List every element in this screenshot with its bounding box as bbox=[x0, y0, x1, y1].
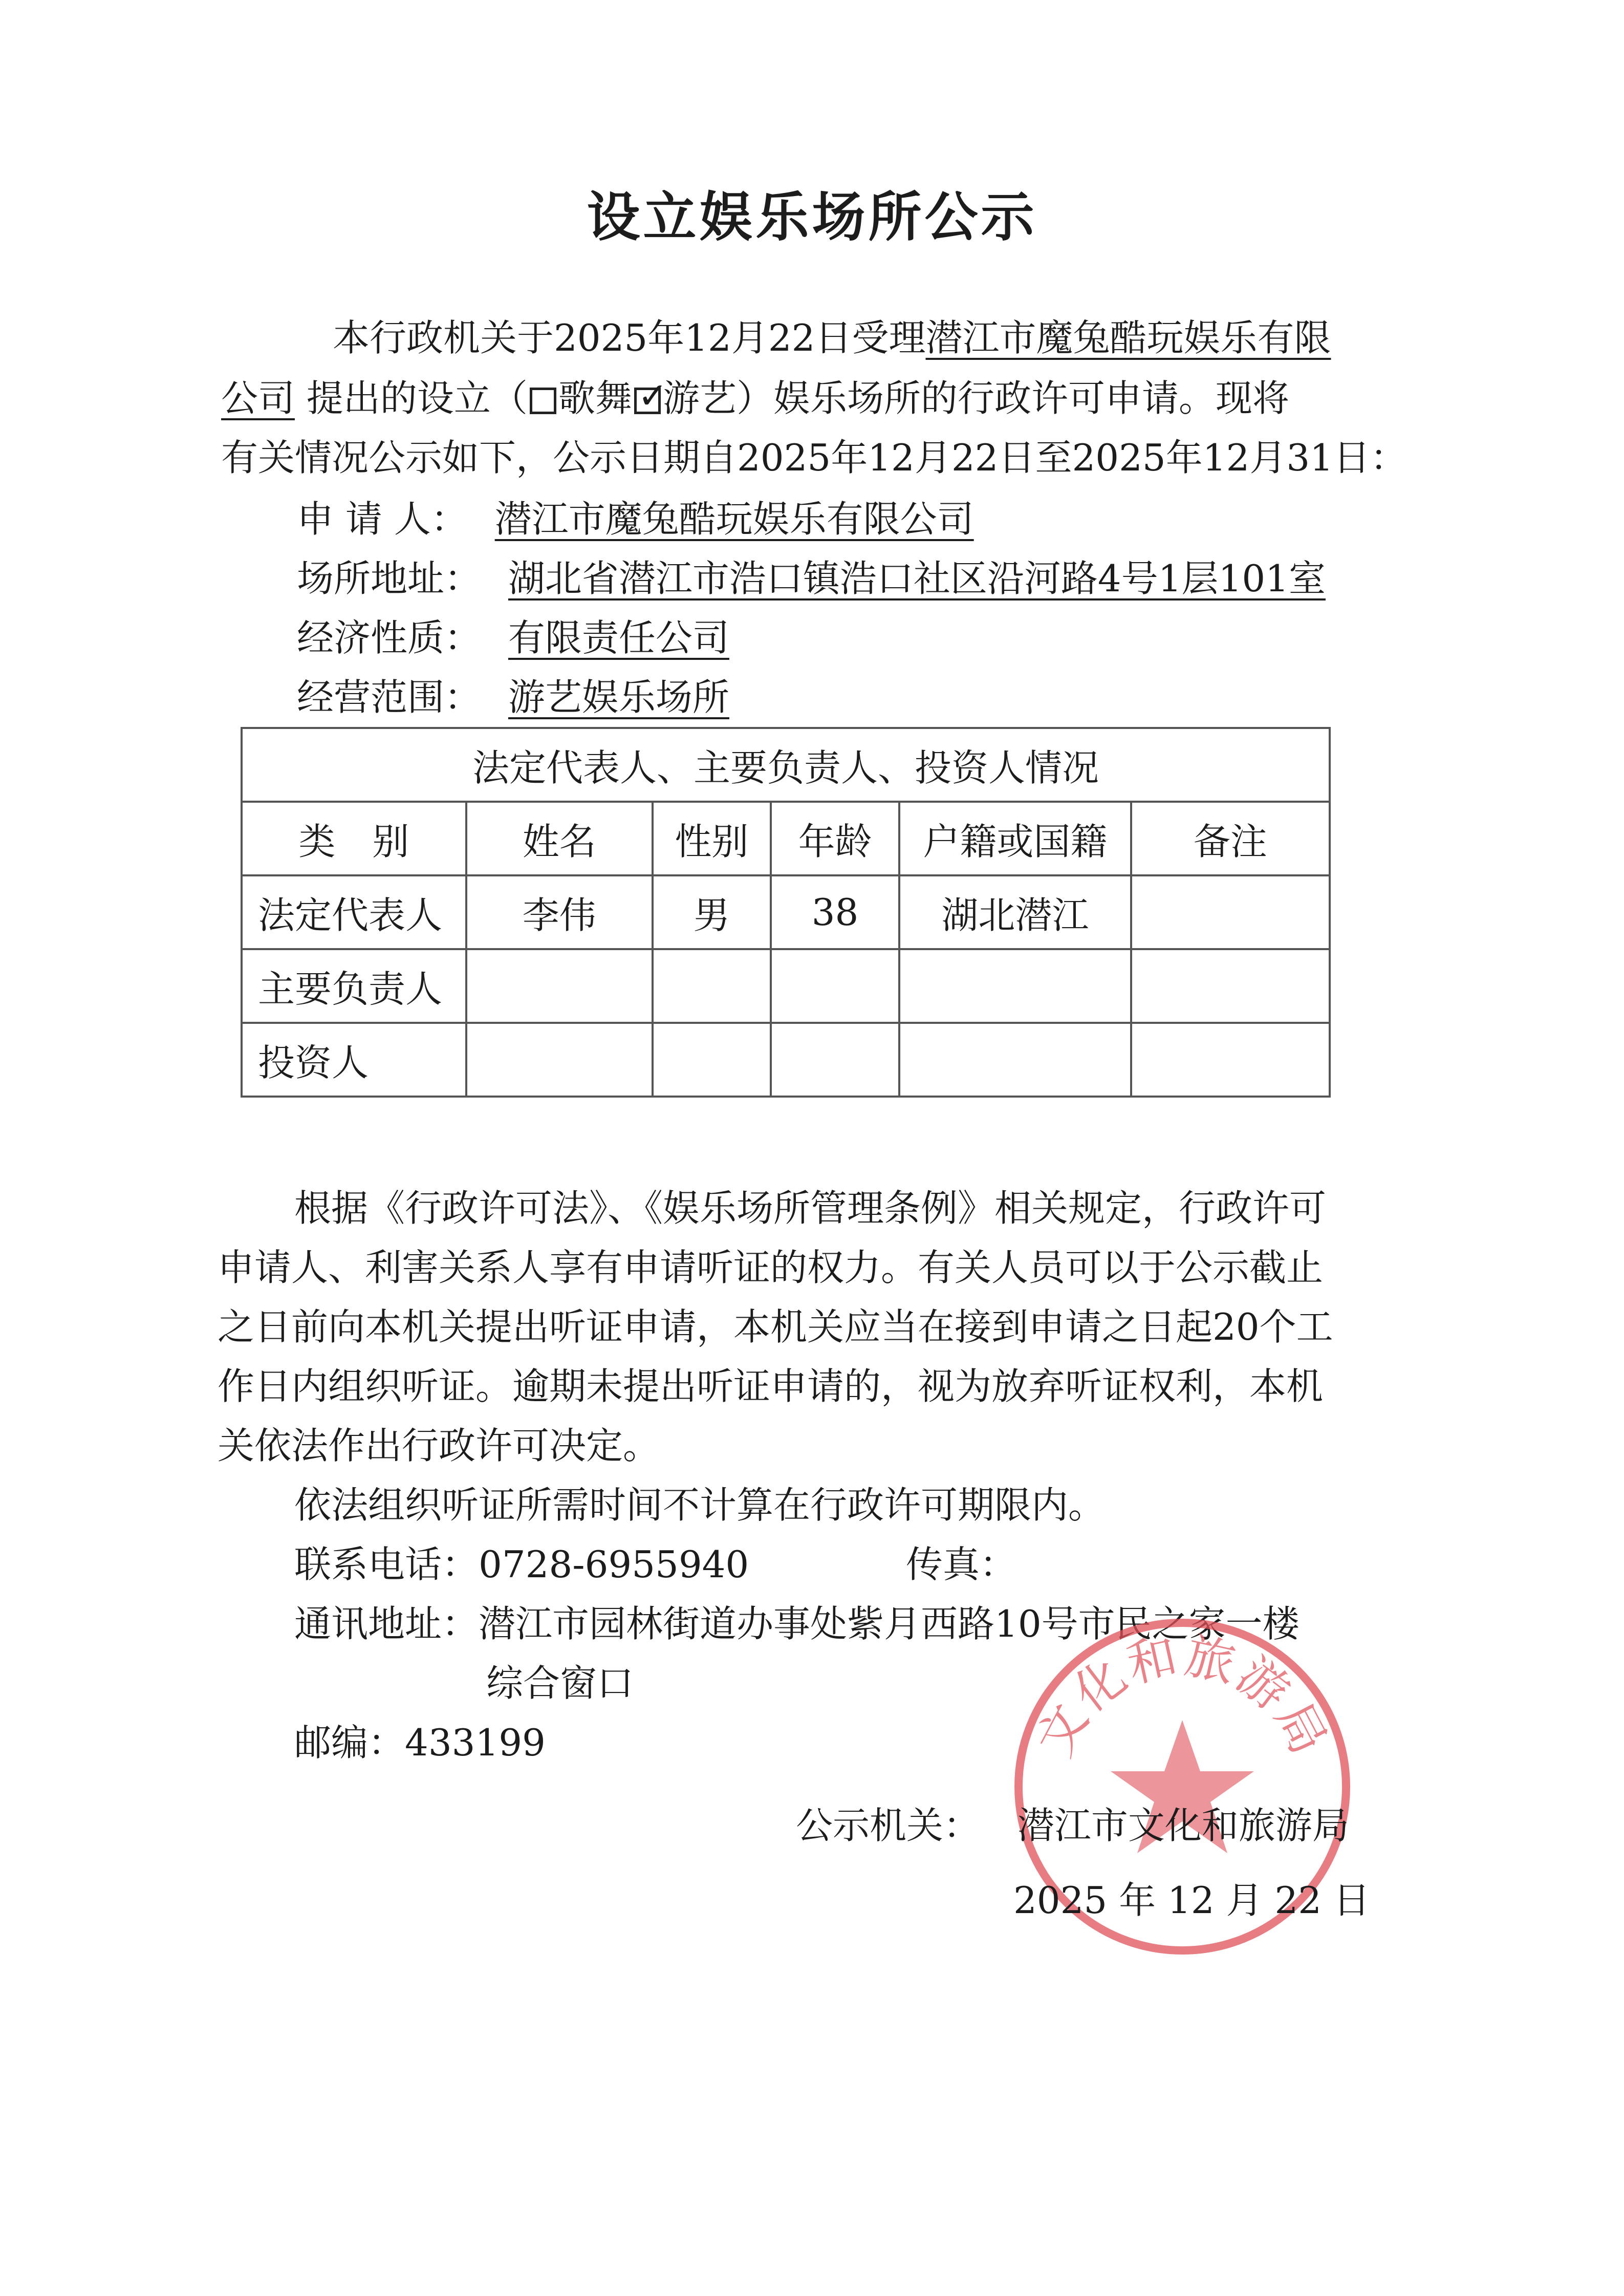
row-remark bbox=[1131, 1023, 1330, 1097]
row-origin bbox=[899, 949, 1131, 1023]
option-gewu-label: 歌舞 bbox=[558, 377, 632, 420]
table-caption: 法定代表人、主要负责人、投资人情况 bbox=[242, 728, 1330, 802]
checkbox-gewu bbox=[530, 388, 556, 414]
row-category: 法定代表人 bbox=[242, 875, 466, 949]
check-icon: ✓ bbox=[637, 375, 668, 417]
header-gender: 性别 bbox=[653, 802, 771, 875]
field-applicant-label: 申 请 人： bbox=[297, 498, 468, 541]
body-line-1: 根据《行政许可法》、《娱乐场所管理条例》相关规定，行政许可 bbox=[294, 1187, 1327, 1230]
field-scope-value: 游艺娱乐场所 bbox=[508, 676, 729, 719]
header-remark: 备注 bbox=[1131, 802, 1330, 875]
intro-prefix: 本行政机关于2025年12月22日受理 bbox=[333, 316, 926, 359]
row-origin bbox=[899, 1023, 1131, 1097]
footer-org-row bbox=[796, 1801, 1349, 1850]
header-category: 类 别 bbox=[242, 802, 466, 875]
row-remark bbox=[1131, 949, 1330, 1023]
row-age bbox=[771, 949, 899, 1023]
address-line-2: 综合窗口 bbox=[486, 1662, 634, 1705]
table-row bbox=[242, 949, 1330, 1023]
header-name: 姓名 bbox=[466, 802, 653, 875]
body-note: 依法组织听证所需时间不计算在行政许可期限内。 bbox=[294, 1484, 1106, 1527]
table-caption-row bbox=[242, 728, 1330, 802]
org-name: 潜江市文化和旅游局 bbox=[1017, 1804, 1349, 1847]
zip-value: 433199 bbox=[405, 1721, 546, 1764]
field-scope bbox=[297, 673, 729, 722]
intro-company-part1: 潜江市魔兔酷玩娱乐有限 bbox=[925, 316, 1331, 359]
org-label: 公示机关： bbox=[796, 1804, 981, 1847]
table-row bbox=[242, 875, 1330, 949]
body-line-3: 之日前向本机关提出听证申请，本机关应当在接到申请之日起20个工 bbox=[218, 1305, 1333, 1348]
fax-label: 传真： bbox=[906, 1543, 1017, 1586]
address-label: 通讯地址： bbox=[294, 1602, 479, 1645]
field-address bbox=[297, 554, 1326, 603]
row-gender: 男 bbox=[653, 875, 771, 949]
field-nature-value: 有限责任公司 bbox=[508, 616, 729, 659]
field-applicant bbox=[297, 495, 974, 544]
option-youyi-label: 游艺 bbox=[662, 377, 737, 420]
contact-phone-row bbox=[294, 1540, 749, 1589]
contact-zip-row bbox=[294, 1718, 546, 1767]
row-name: 李伟 bbox=[466, 875, 653, 949]
field-nature-label: 经济性质： bbox=[297, 616, 482, 659]
field-applicant-value: 潜江市魔兔酷玩娱乐有限公司 bbox=[494, 498, 974, 541]
body-line-4: 作日内组织听证。逾期未提出听证申请的，视为放弃听证权利，本机 bbox=[218, 1365, 1324, 1408]
header-age: 年龄 bbox=[771, 802, 899, 875]
checkbox-youyi-checked bbox=[634, 375, 668, 417]
row-category: 主要负责人 bbox=[242, 949, 466, 1023]
footer-date: 2025 年 12 月 22 日 bbox=[1013, 1879, 1370, 1922]
zip-label: 邮编： bbox=[294, 1721, 405, 1764]
row-name bbox=[466, 1023, 653, 1097]
table-header-row bbox=[242, 802, 1330, 875]
row-gender bbox=[653, 1023, 771, 1097]
field-address-value: 湖北省潜江市浩口镇浩口社区沿河路4号1层101室 bbox=[508, 557, 1326, 600]
field-nature bbox=[297, 613, 729, 662]
row-origin: 湖北潜江 bbox=[899, 875, 1131, 949]
persons-table bbox=[241, 727, 1331, 1098]
phone-label: 联系电话： bbox=[294, 1543, 479, 1586]
row-age: 38 bbox=[771, 875, 899, 949]
body-line-2: 申请人、利害关系人享有申请听证的权力。有关人员可以于公示截止 bbox=[218, 1246, 1324, 1289]
intro-line-3: 有关情况公示如下，公示日期自2025年12月22日至2025年12月31日： bbox=[221, 436, 1407, 479]
intro-line-1 bbox=[333, 313, 1331, 362]
row-gender bbox=[653, 949, 771, 1023]
intro-mid: 提出的设立（ bbox=[306, 377, 528, 420]
intro-line-2 bbox=[221, 374, 1289, 423]
table-row bbox=[242, 1023, 1330, 1097]
field-scope-label: 经营范围： bbox=[297, 676, 482, 719]
phone-value: 0728-6955940 bbox=[479, 1543, 749, 1586]
row-category: 投资人 bbox=[242, 1023, 466, 1097]
row-name bbox=[466, 949, 653, 1023]
intro-company-part2: 公司 bbox=[221, 377, 295, 420]
header-origin: 户籍或国籍 bbox=[899, 802, 1131, 875]
address-line-1: 潜江市园林街道办事处紫月西路10号市民之家一楼 bbox=[479, 1602, 1300, 1645]
body-line-5: 关依法作出行政许可决定。 bbox=[218, 1424, 660, 1467]
intro-suffix: ）娱乐场所的行政许可申请。现将 bbox=[736, 377, 1289, 420]
seal-arc-text: 文化和旅游局 bbox=[1026, 1626, 1339, 1765]
page-title: 设立娱乐场所公示 bbox=[587, 185, 1037, 248]
row-age bbox=[771, 1023, 899, 1097]
row-remark bbox=[1131, 875, 1330, 949]
field-address-label: 场所地址： bbox=[297, 557, 482, 600]
